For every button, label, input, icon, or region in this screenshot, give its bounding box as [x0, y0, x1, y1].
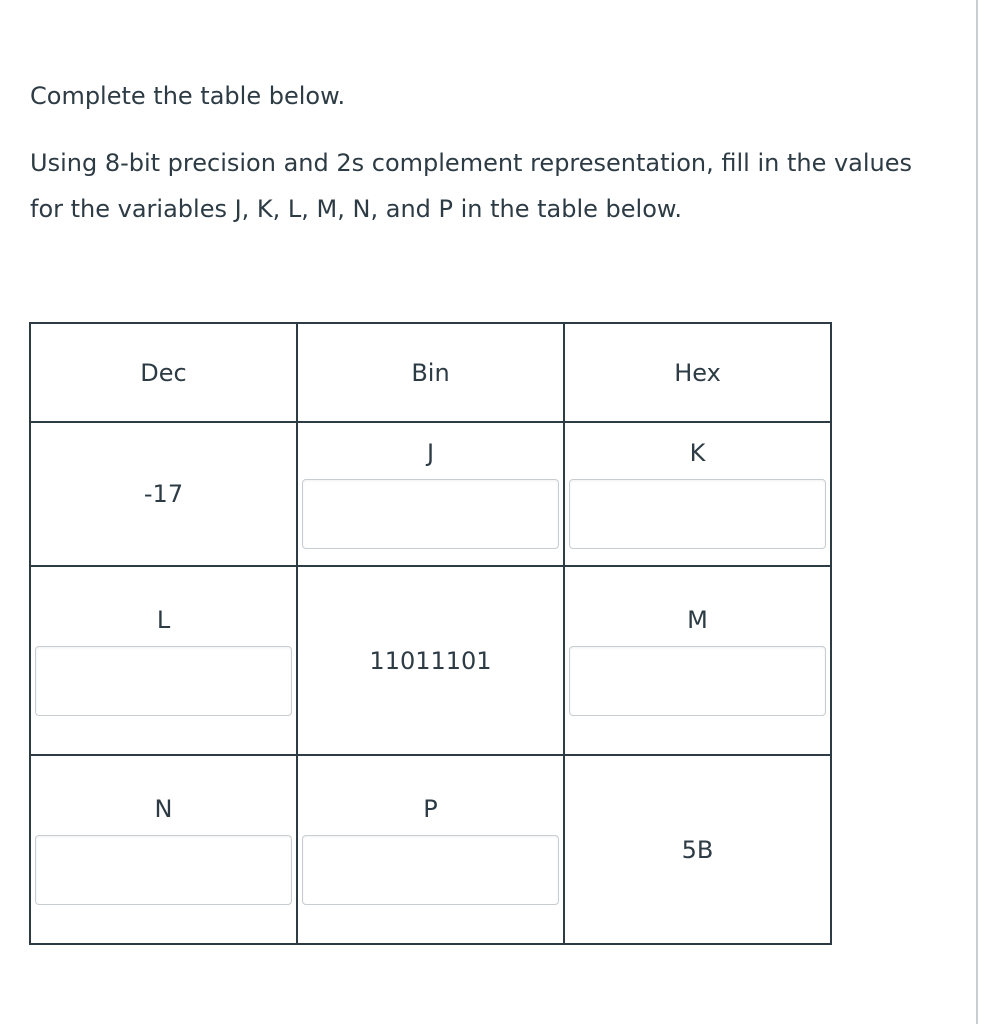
variable-label-j: J [426, 439, 435, 467]
table-header-row [30, 323, 831, 422]
cell-bin-row1 [297, 422, 564, 566]
header-dec: Dec [30, 323, 297, 422]
table-row [30, 566, 831, 755]
answer-input-l[interactable] [35, 646, 292, 716]
question-prompt: Using 8-bit precision and 2s complement representation, fill in the values for the variables J, K, L, M, N, and P in the table below. [30, 149, 913, 223]
answer-input-p[interactable] [302, 835, 559, 905]
header-bin: Bin [297, 323, 564, 422]
header-hex: Hex [564, 323, 831, 422]
cell-dec-row1 [30, 422, 297, 566]
variable-label-l: L [156, 605, 171, 634]
cell-hex-row3 [564, 755, 831, 944]
cell-bin-row2 [297, 566, 564, 755]
cell-hex-row1 [564, 422, 831, 566]
table-row [30, 755, 831, 944]
page-edge-divider [976, 0, 978, 1024]
table-row [30, 422, 831, 566]
variable-label-n: N [154, 794, 173, 823]
bin-value: 11011101 [369, 646, 492, 675]
answer-input-n[interactable] [35, 835, 292, 905]
cell-dec-row3 [30, 755, 297, 944]
answer-input-k[interactable] [569, 479, 826, 549]
variable-label-m: M [687, 605, 708, 634]
variable-label-k: K [689, 439, 706, 467]
hex-value: 5B [681, 835, 714, 864]
cell-hex-row2 [564, 566, 831, 755]
cell-dec-row2 [30, 566, 297, 755]
cell-bin-row3 [297, 755, 564, 944]
variable-label-p: P [423, 794, 438, 823]
conversion-table [29, 322, 832, 945]
answer-input-m[interactable] [569, 646, 826, 716]
dec-value: -17 [143, 480, 184, 508]
question-intro: Complete the table below. [30, 82, 346, 110]
answer-input-j[interactable] [302, 479, 559, 549]
